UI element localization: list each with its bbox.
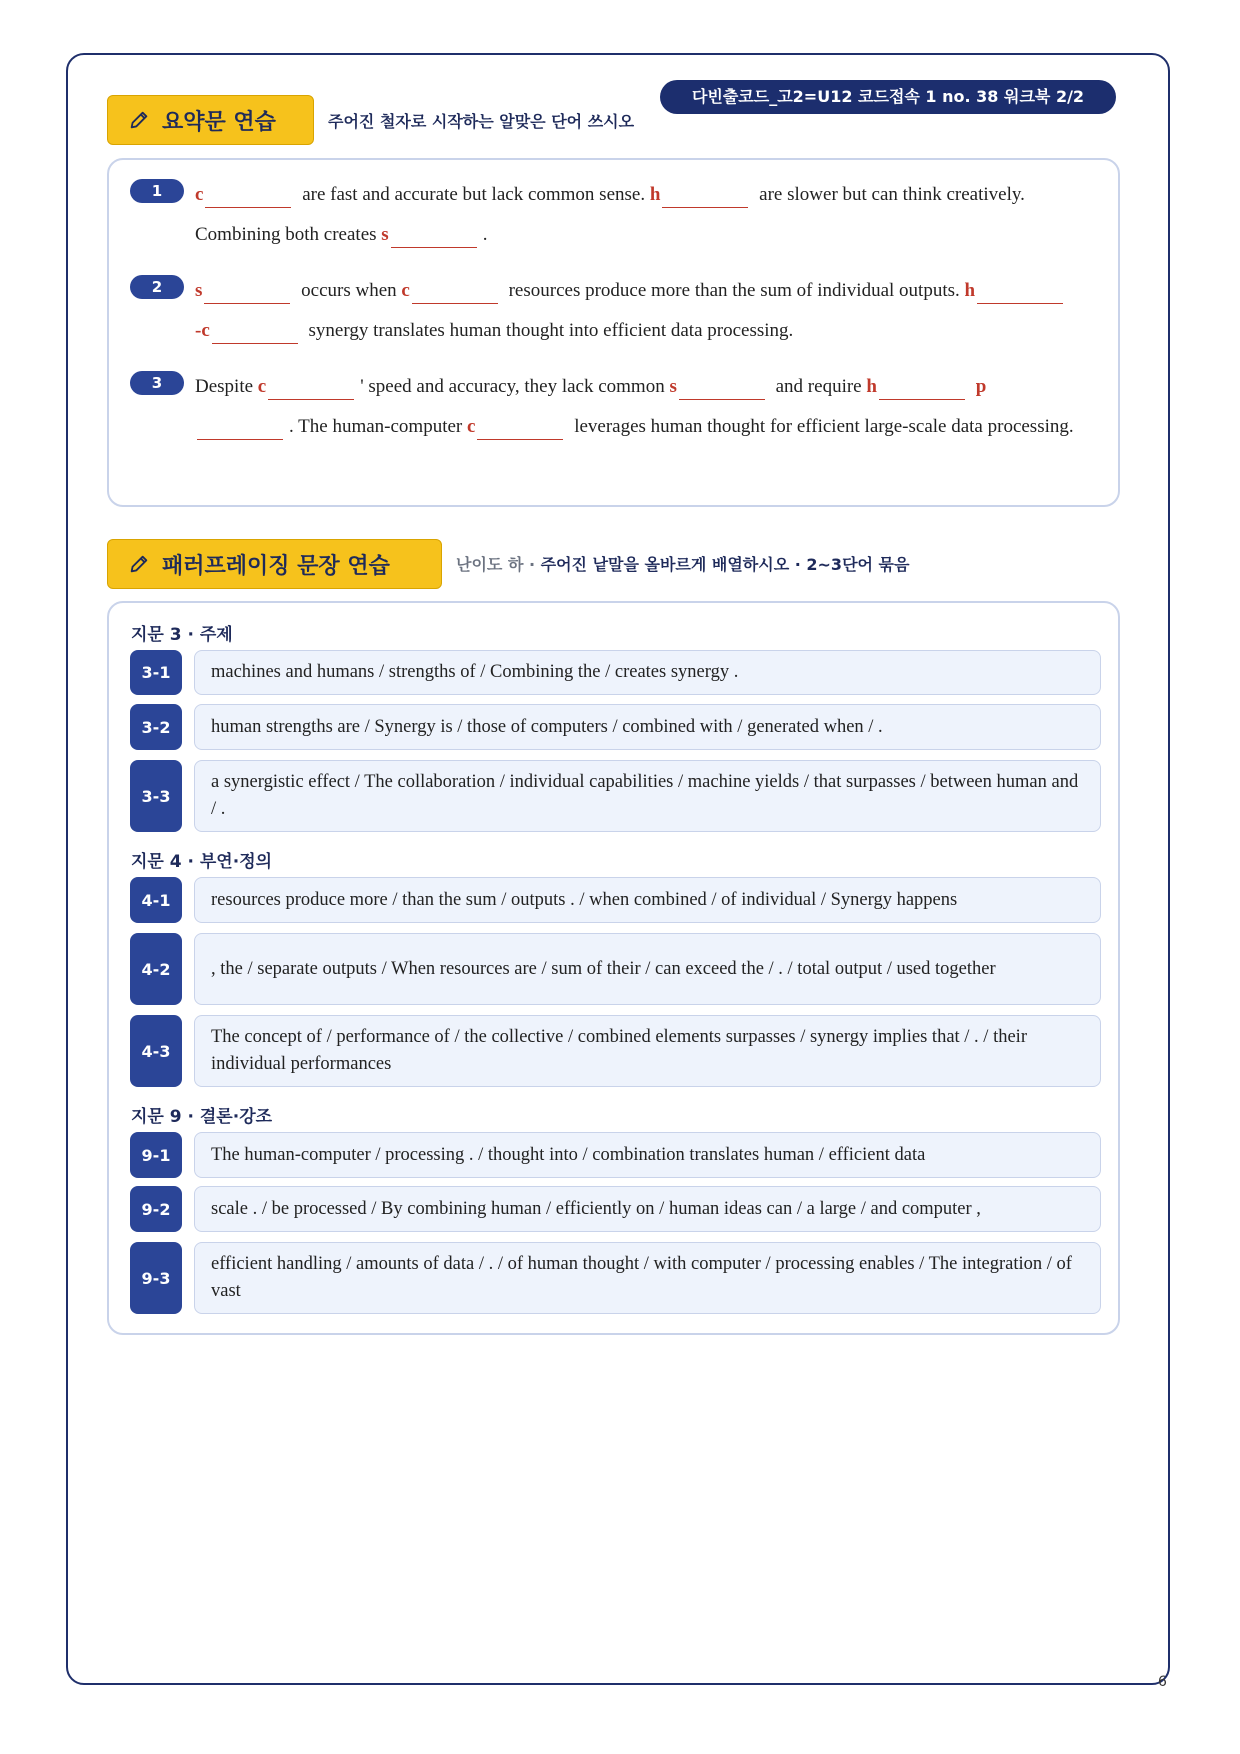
summary-item-2	[195, 271, 1075, 351]
scrambled-words: The human-computer / processing . / thought into / combination translates human / efficient data	[194, 1132, 1101, 1178]
row-tag: 3-3	[130, 760, 182, 832]
row-tag: 9-1	[130, 1132, 182, 1178]
scrambled-words: a synergistic effect / The collaboration / individual capabilities / machine yields / that surpasses / between human and / .	[194, 760, 1101, 832]
answer-blank[interactable]	[879, 375, 965, 400]
scrambled-words: efficient handling / amounts of data / . / of human thought / with computer / processing enables / The integration / of vast	[194, 1242, 1101, 1314]
scrambled-words: scale . / be processed / By combining human / efficiently on / human ideas can / a large / and computer ,	[194, 1186, 1101, 1232]
paraphrase-instructions	[456, 552, 909, 575]
scrambled-words: The concept of / performance of / the collective / combined elements surpasses / synergy implies that / . / their individual performances	[194, 1015, 1101, 1087]
answer-blank[interactable]	[205, 183, 291, 208]
scrambled-words: human strengths are / Synergy is / those of computers / combined with / generated when / .	[194, 704, 1101, 750]
sentence-text: resources produce more than the sum of individual outputs.	[508, 280, 960, 301]
answer-blank[interactable]	[204, 279, 290, 304]
paraphrase-row	[130, 760, 1101, 832]
paraphrase-title-text: 패러프레이징 문장 연습	[162, 553, 390, 579]
initial-letter: c	[257, 376, 267, 397]
summary-title-text: 요약문 연습	[162, 109, 276, 135]
answer-blank[interactable]	[662, 183, 748, 208]
sentence-text: .	[482, 224, 488, 245]
row-tag: 4-2	[130, 933, 182, 1005]
page-number: 6	[1158, 1674, 1167, 1690]
initial-letter: s	[381, 224, 389, 245]
initial-letter: h	[964, 280, 976, 301]
pencil-icon	[128, 109, 150, 131]
initial-letter: s	[195, 280, 203, 301]
initial-letter: h	[866, 376, 877, 397]
row-tag: 4-1	[130, 877, 182, 923]
summary-item-1	[195, 175, 1075, 255]
group-label: 지문 9 · 결론·강조	[131, 1107, 273, 1127]
paraphrase-row	[130, 933, 1101, 1005]
pencil-icon	[128, 553, 150, 575]
group-label: 지문 3 · 주제	[131, 625, 233, 645]
paraphrase-row	[130, 1015, 1101, 1087]
initial-letter: c	[201, 320, 210, 341]
paraphrase-row	[130, 1132, 1101, 1178]
difficulty-label: 난이도 하 ·	[456, 555, 536, 574]
sentence-text: are fast and accurate but lack common sense.	[302, 184, 646, 205]
scrambled-words: , the / separate outputs / When resources are / sum of their / can exceed the / . / total output / used together	[194, 933, 1101, 1005]
answer-blank[interactable]	[391, 223, 477, 248]
summary-item-number: 1	[130, 179, 184, 203]
paraphrase-row	[130, 1186, 1101, 1232]
initial-letter: c	[195, 184, 204, 205]
answer-blank[interactable]	[268, 375, 354, 400]
paraphrase-row	[130, 704, 1101, 750]
row-tag: 9-2	[130, 1186, 182, 1232]
instruction-text: 주어진 낱말을 올바르게 배열하시오 · 2~3단어 묶음	[540, 555, 910, 574]
sentence-text: . The human-computer	[289, 416, 463, 437]
row-tag: 9-3	[130, 1242, 182, 1314]
summary-item-number: 3	[130, 371, 184, 395]
sentence-text: ' speed and accuracy, they lack common	[360, 376, 665, 397]
answer-blank[interactable]	[197, 415, 283, 440]
initial-letter: c	[401, 280, 410, 301]
sentence-text: Despite	[195, 376, 254, 397]
sentence-text: leverages human thought for efficient large-scale data processing.	[574, 416, 1074, 437]
sentence-text: synergy translates human thought into efficient data processing.	[308, 320, 794, 341]
paraphrase-section-title	[107, 539, 442, 589]
summary-item-3	[195, 367, 1075, 447]
row-tag: 4-3	[130, 1015, 182, 1087]
paraphrase-row	[130, 1242, 1101, 1314]
sentence-text: are slower but can think creatively. Combining both creates	[195, 184, 1025, 245]
initial-letter: p	[975, 376, 987, 397]
initial-letter: c	[467, 416, 476, 437]
answer-blank[interactable]	[977, 279, 1063, 304]
answer-blank[interactable]	[212, 319, 298, 344]
initial-letter: s	[669, 376, 677, 397]
answer-blank[interactable]	[477, 415, 563, 440]
hyphen: -	[195, 320, 202, 341]
summary-item-number: 2	[130, 275, 184, 299]
answer-blank[interactable]	[412, 279, 498, 304]
group-label: 지문 4 · 부연·정의	[131, 852, 273, 872]
scrambled-words: machines and humans / strengths of / Combining the / creates synergy .	[194, 650, 1101, 695]
summary-instructions: 주어진 철자로 시작하는 알맞은 단어 쓰시오	[328, 112, 635, 131]
answer-blank[interactable]	[679, 375, 765, 400]
paraphrase-row	[130, 877, 1101, 923]
summary-section-title	[107, 95, 314, 145]
initial-letter: h	[649, 184, 661, 205]
row-tag: 3-2	[130, 704, 182, 750]
sentence-text: and require	[775, 376, 862, 397]
sentence-text: occurs when	[301, 280, 397, 301]
code-badge: 다빈출코드_고2=U12 코드접속 1 no. 38 워크북 2/2	[660, 80, 1116, 114]
paraphrase-row	[130, 650, 1101, 695]
scrambled-words: resources produce more / than the sum / outputs . / when combined / of individual / Synergy happens	[194, 877, 1101, 923]
row-tag: 3-1	[130, 650, 182, 695]
